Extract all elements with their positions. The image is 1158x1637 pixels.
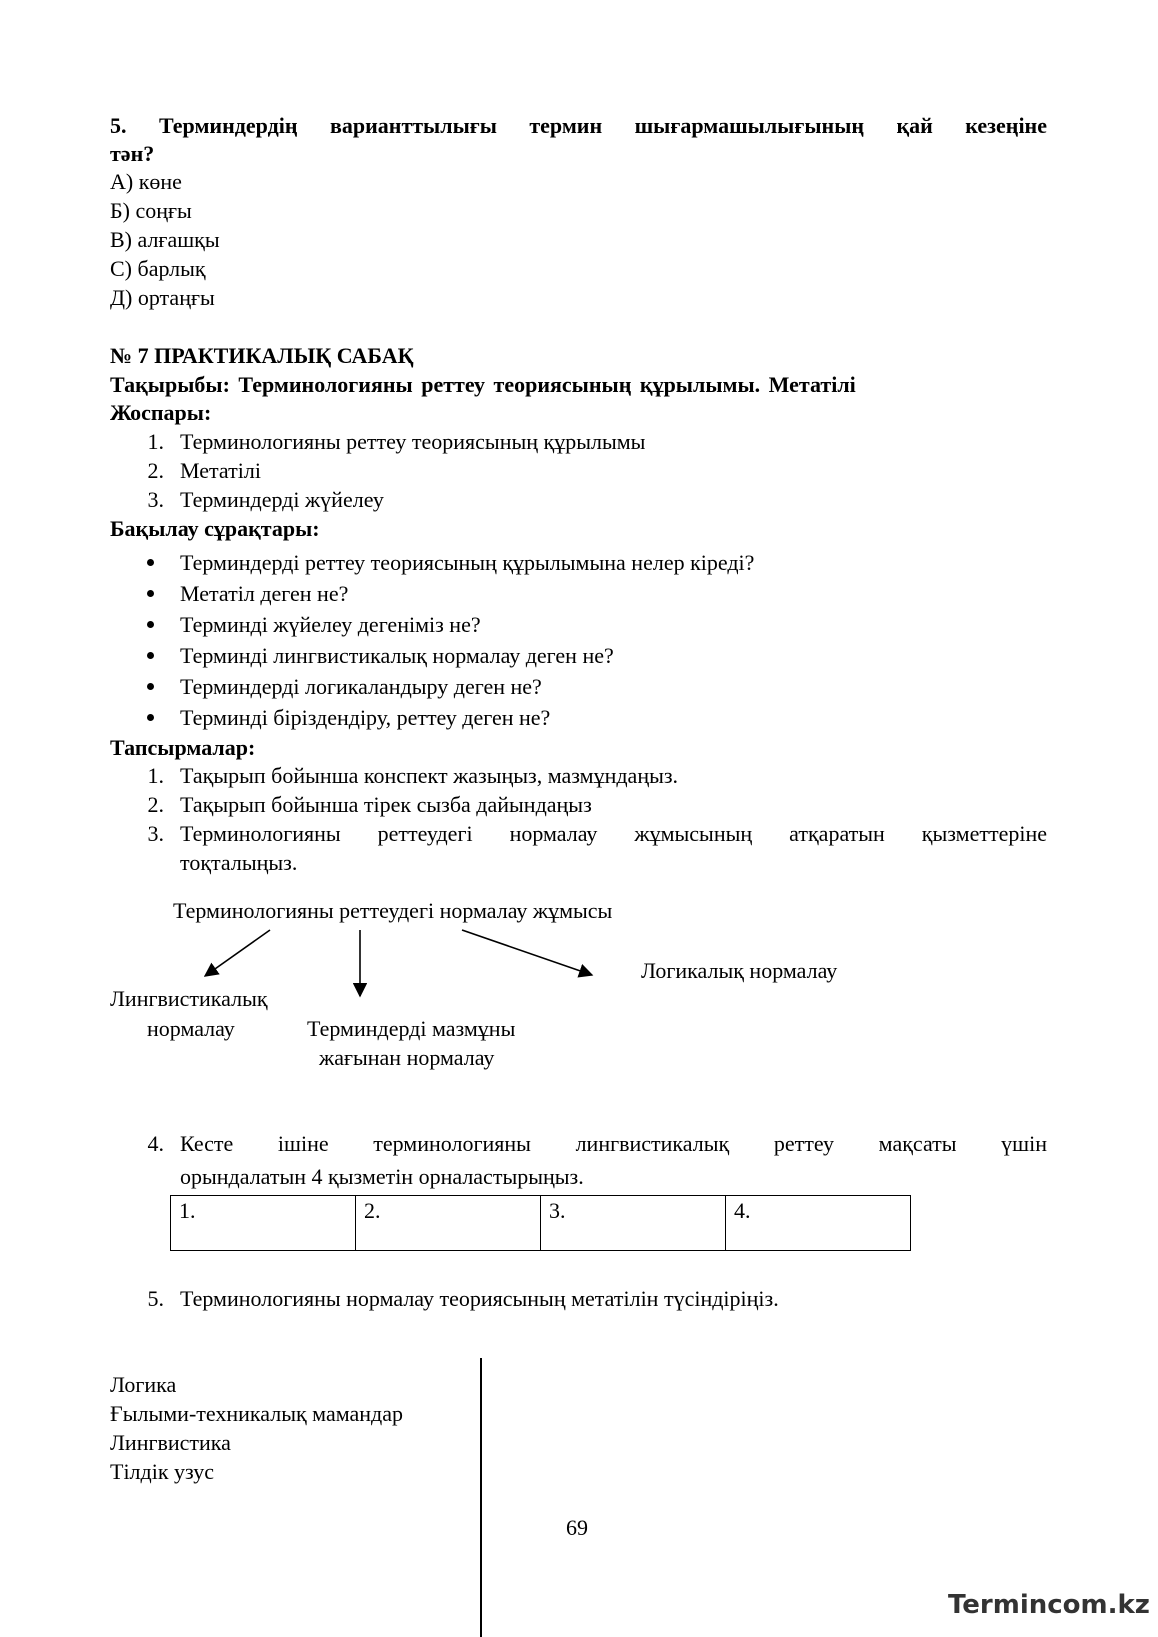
- diagram-right-label: Логикалық нормалау: [641, 958, 838, 983]
- page-number: 69: [566, 1515, 588, 1540]
- diagram-middle-label-2: жағынан нормалау: [319, 1045, 495, 1070]
- questions-title: Бақылау сұрақтары:: [110, 516, 320, 541]
- diagram-root-label: Терминологияны реттеудегі нормалау жұмысы: [173, 898, 613, 923]
- table-cell: 1.: [171, 1196, 356, 1251]
- table-row: [171, 1196, 911, 1251]
- table-cell: 2.: [356, 1196, 541, 1251]
- tasks-title: Тапсырмалар:: [110, 735, 256, 760]
- functions-table: [170, 1195, 911, 1251]
- footer-list-item: Лингвистика: [110, 1430, 231, 1455]
- question-5-number: 5.: [110, 113, 127, 138]
- question-5-line2: тән?: [110, 141, 155, 166]
- lesson-topic: Тақырыбы: Терминологияны реттеу теориясының құрылымы. Метатілі: [110, 372, 856, 397]
- option-d: Д) ортаңғы: [110, 285, 215, 310]
- option-c: С) барлық: [110, 256, 206, 281]
- diagram-left-label-2: нормалау: [147, 1016, 235, 1041]
- table-cell: 3.: [541, 1196, 726, 1251]
- footer-list-item: Ғылыми-техникалық мамандар: [110, 1401, 403, 1426]
- question-5-text: Терминдердің варианттылығы термин шығармашылығының қай кезеңіне: [158, 113, 1047, 138]
- diagram-left-label-1: Лингвистикалық: [110, 986, 268, 1011]
- table-cell: 4.: [726, 1196, 911, 1251]
- diagram-middle-label-1: Терминдерді мазмұны: [307, 1016, 516, 1041]
- lesson-heading: № 7 ПРАКТИКАЛЫҚ САБАҚ: [110, 343, 414, 368]
- option-v: В) алғашқы: [110, 227, 220, 252]
- plan-title: Жоспары:: [110, 400, 212, 425]
- arrow-left: [205, 930, 270, 976]
- footer-list-item: Тілдік узус: [110, 1459, 215, 1484]
- watermark-logo: Termincom.kz: [948, 1590, 1150, 1620]
- option-b: Б) соңғы: [110, 198, 192, 223]
- option-a: А) көне: [110, 169, 182, 194]
- vertical-divider: [480, 1358, 482, 1637]
- footer-list-item: Логика: [110, 1372, 177, 1397]
- arrow-right: [462, 930, 592, 975]
